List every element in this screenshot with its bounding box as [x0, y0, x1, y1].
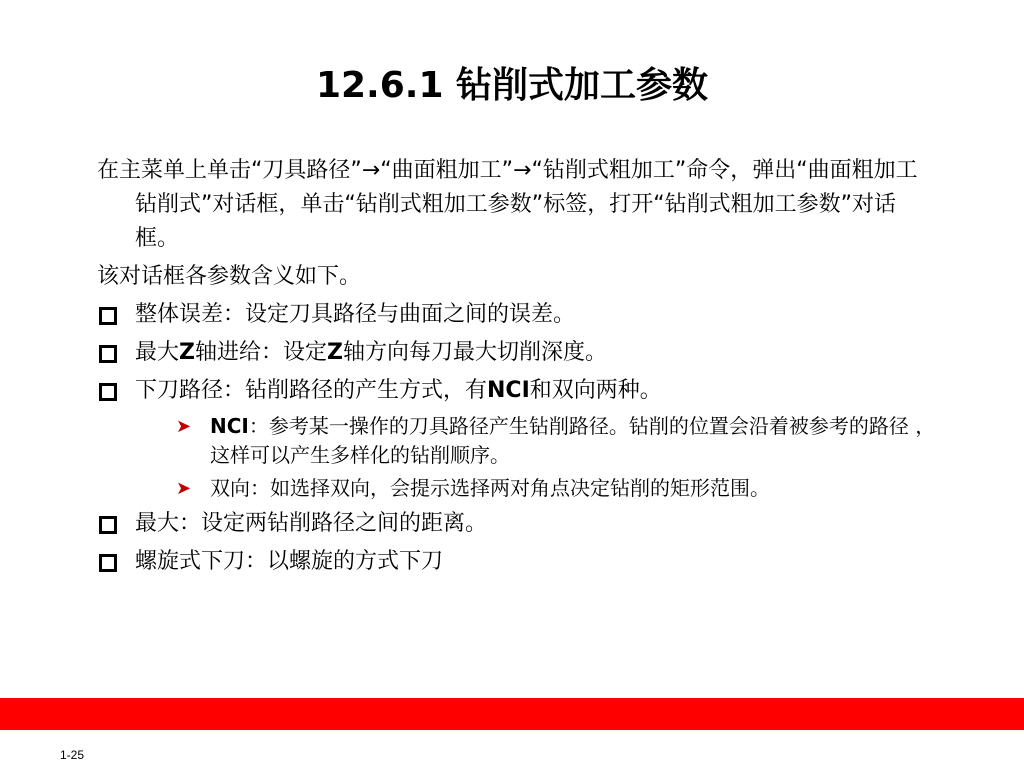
slide-title: 12.6.1 钻削式加工参数 [315, 65, 709, 106]
intro-paragraph-2: 该对话框各参数含义如下。 [97, 264, 362, 289]
bullet-text-pre: 最大 [135, 340, 180, 365]
bullet-text-mid: 轴进给：设定 [194, 340, 327, 365]
bullet-text-bold: Z [179, 340, 195, 365]
bullet-item [97, 298, 937, 332]
sub-bullet-bold: NCI [210, 414, 249, 438]
bullet-item [97, 507, 937, 541]
footer-red-bar [0, 698, 1024, 730]
bullet-text-post: 轴方向每刀最大切削深度。 [342, 340, 607, 365]
bullet-text-bold: NCI [487, 378, 530, 403]
bullet-item [97, 374, 937, 408]
slide-body [97, 154, 937, 579]
bullet-text-bold: Z [326, 340, 343, 365]
bullet-text: 螺旋式下刀：以螺旋的方式下刀 [135, 549, 444, 574]
bullet-item [97, 336, 937, 370]
bullet-text: 最大：设定两钻削路径之间的距离。 [135, 511, 488, 536]
sub-bullet-text: 双向：如选择双向，会提示选择两对角点决定钻削的矩形范围。 [210, 476, 770, 500]
arrowhead-bullet-icon: ➤ [176, 478, 192, 499]
square-bullet-icon [99, 345, 117, 363]
bullet-text-post: 和双向两种。 [529, 378, 662, 403]
square-bullet-icon [99, 516, 117, 534]
arrowhead-bullet-icon: ➤ [176, 416, 192, 437]
sub-bullet-item [97, 412, 937, 470]
bullet-item [97, 545, 937, 579]
square-bullet-icon [99, 554, 117, 572]
bullet-text: 整体误差：设定刀具路径与曲面之间的误差。 [135, 302, 576, 327]
sub-bullet-item [97, 474, 937, 503]
bullet-text-pre: 下刀路径：钻削路径的产生方式，有 [135, 378, 488, 403]
sub-bullet-text: ：参考某一操作的刀具路径产生钻削路径。钻削的位置会沿着被参考的路径 ，这样可以产生多样化的钻削顺序。 [210, 414, 936, 467]
square-bullet-icon [99, 383, 117, 401]
intro-paragraph: 在主菜单上单击“刀具路径”→“曲面粗加工”→“钻削式粗加工”命令，弹出“曲面粗加工钻削式”对话框，单击“钻削式粗加工参数”标签，打开“钻削式粗加工参数”对话框。 [97, 158, 918, 251]
page-number: 1-25 [60, 748, 85, 762]
square-bullet-icon [99, 307, 117, 325]
